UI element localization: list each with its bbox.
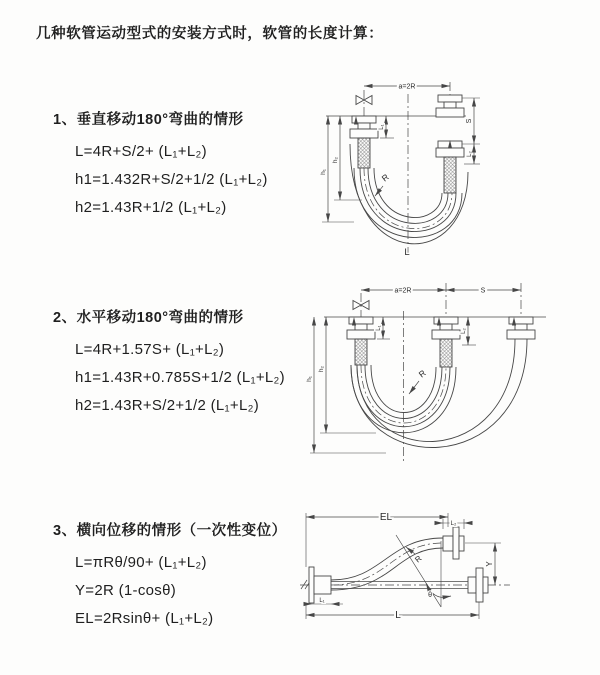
length-label: L xyxy=(404,247,410,258)
dim-label-a2r: a=2R xyxy=(398,83,416,91)
section3-formula-L: L=πRθ/90+ (L₁+L₂) xyxy=(75,553,207,571)
section-vertical-movement xyxy=(53,108,268,221)
dim-label-el: EL xyxy=(379,512,393,523)
diagram2-linework xyxy=(310,283,546,463)
section3-formula-Y: Y=2R (1-cosθ) xyxy=(75,581,177,599)
section2-heading: 2、水平移动180°弯曲的情形 xyxy=(53,310,244,326)
angle-theta-label: θ xyxy=(428,592,432,599)
braided-hose-middle xyxy=(440,339,452,367)
section-lateral-displacement xyxy=(53,519,287,632)
dim-label-l2: L₂ xyxy=(467,151,473,157)
section3-formula-EL: EL=2Rsinθ+ (L₁+L₂) xyxy=(75,609,214,627)
dim-label-h1: h₁ xyxy=(306,376,313,382)
section3-heading: 3、横向位移的情形（一次性变位） xyxy=(53,523,287,539)
diagram3-linework xyxy=(300,513,510,619)
page-title: 几种软管运动型式的安装方式时，软管的长度计算： xyxy=(36,26,384,42)
dim-label-a2r: a=2R xyxy=(394,287,412,295)
dim-label-h2: h₂ xyxy=(318,365,325,373)
diagram3-arrowheads xyxy=(304,515,498,617)
braided-hose-left xyxy=(358,138,370,168)
dim-label-l1: L₁ xyxy=(379,124,385,130)
section2-formula-h2: h2=1.43R+S/2+1/2 (L₁+L₂) xyxy=(75,396,260,414)
section2-formula-L: L=4R+1.57S+ (L₁+L₂) xyxy=(75,340,225,358)
diagram-vertical-movement-180 xyxy=(314,80,574,262)
radius-label: R xyxy=(413,553,424,565)
section1-formula-L: L=4R+S/2+ (L₁+L₂) xyxy=(75,142,207,160)
dim-label-l1: L₁ xyxy=(376,325,382,331)
diagram2-arrowheads xyxy=(312,288,521,453)
dim-label-y: Y xyxy=(485,561,494,567)
dim-label-h2: h₂ xyxy=(332,156,339,164)
dim-label-l1: L₁ xyxy=(319,598,325,604)
dim-label-l2: L₂ xyxy=(450,521,457,527)
length-label: L xyxy=(395,610,401,621)
dim-label-h1: h₁ xyxy=(320,169,327,175)
section1-formula-h2: h2=1.43R+1/2 (L₁+L₂) xyxy=(75,198,227,216)
section1-formula-h1: h1=1.432R+S/2+1/2 (L₁+L₂) xyxy=(75,170,268,188)
diagram-horizontal-movement-180 xyxy=(306,281,591,473)
dim-label-s: S xyxy=(466,118,473,124)
section2-formula-h1: h1=1.43R+0.785S+1/2 (L₁+L₂) xyxy=(75,368,285,386)
diagram1-linework xyxy=(322,82,480,256)
section-horizontal-movement xyxy=(53,306,285,419)
braided-hose-right xyxy=(444,157,456,193)
radius-label: R xyxy=(416,367,428,380)
radius-label: R xyxy=(379,171,391,184)
section1-heading: 1、垂直移动180°弯曲的情形 xyxy=(53,112,244,128)
dim-label-s: S xyxy=(480,287,486,295)
diagram-lateral-displacement xyxy=(298,503,593,628)
dim-label-l2: L₂ xyxy=(461,328,467,334)
braided-hose-left xyxy=(355,339,367,365)
